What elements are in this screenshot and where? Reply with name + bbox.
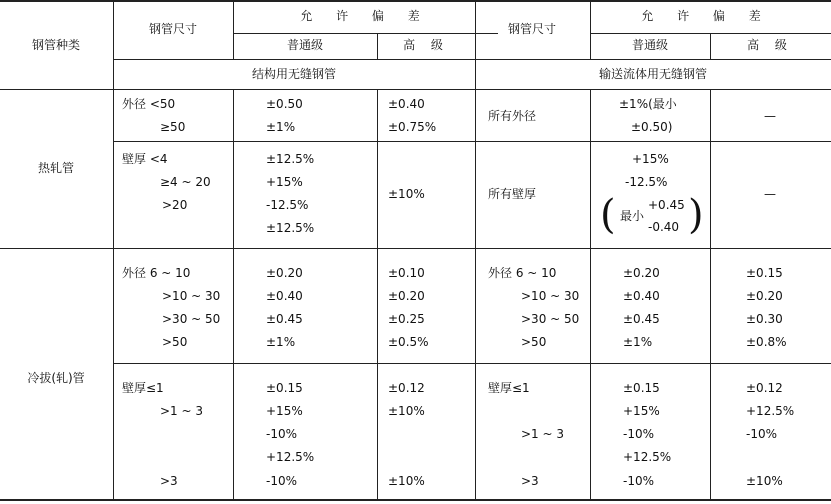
size-cell: >3 xyxy=(160,474,178,488)
high-cell: ±0.40 xyxy=(388,97,425,111)
col-divider xyxy=(590,0,591,59)
normal-cell: ±0.45 xyxy=(623,312,660,326)
normal-cell: ±12.5% xyxy=(266,221,315,235)
high-cell: ±0.12 xyxy=(746,381,783,395)
size-cell: >50 xyxy=(162,335,188,349)
size-cell: 壁厚≤1 xyxy=(122,381,164,395)
type-hot-rolled: 热轧管 xyxy=(37,161,75,175)
header-tolerance-left: 允 许 偏 差 xyxy=(300,9,430,23)
col-divider xyxy=(233,89,234,500)
normal-cell: ±0.15 xyxy=(266,381,303,395)
col-divider xyxy=(475,0,476,500)
normal-cell: -10% xyxy=(266,427,298,441)
row-divider xyxy=(113,363,831,364)
high-cell: ±10% xyxy=(388,404,425,418)
high-cell: ±0.12 xyxy=(388,381,425,395)
header-normal-left: 普通级 xyxy=(286,38,324,52)
col-divider xyxy=(377,33,378,59)
normal-cell: ±1% xyxy=(623,335,653,349)
left-paren: ( xyxy=(600,192,616,238)
normal-cell: +12.5% xyxy=(623,450,672,464)
col-divider xyxy=(113,0,114,500)
normal-cell: -12.5% xyxy=(625,175,668,189)
normal-cell: ±0.20 xyxy=(266,266,303,280)
high-cell: — xyxy=(764,187,776,201)
col-divider xyxy=(590,89,591,500)
size-cell: 壁厚≤1 xyxy=(488,381,530,395)
header-divider xyxy=(233,33,498,34)
high-cell: ±10% xyxy=(388,187,425,201)
size-cell: 所有外径 xyxy=(488,109,537,123)
header-size-left: 钢管尺寸 xyxy=(148,22,198,36)
normal-cell: -10% xyxy=(623,474,655,488)
normal-cell: -10% xyxy=(623,427,655,441)
min-upper-value: +0.45 xyxy=(648,198,685,212)
row-divider xyxy=(113,141,831,142)
size-cell: >30 ~ 50 xyxy=(162,312,221,326)
normal-cell: ±0.40 xyxy=(623,289,660,303)
high-cell: ±0.75% xyxy=(388,120,437,134)
header-high-right: 高 级 xyxy=(747,38,793,52)
size-cell: >3 xyxy=(521,474,539,488)
high-cell: ±10% xyxy=(746,474,783,488)
col-divider xyxy=(710,33,711,59)
size-cell: >20 xyxy=(162,198,188,212)
header-tolerance-right: 允 许 偏 差 xyxy=(641,9,771,23)
high-cell: ±0.10 xyxy=(388,266,425,280)
normal-cell: +12.5% xyxy=(266,450,315,464)
size-cell: ≥50 xyxy=(160,120,186,134)
table-bottom-border xyxy=(0,499,831,501)
header-size-right: 钢管尺寸 xyxy=(507,22,557,36)
normal-cell: ±0.40 xyxy=(266,289,303,303)
size-cell: >10 ~ 30 xyxy=(162,289,221,303)
normal-cell: ±1%(最小 xyxy=(619,97,677,111)
header-type: 钢管种类 xyxy=(31,38,81,52)
normal-cell: +15% xyxy=(266,175,303,189)
min-label: 最小 xyxy=(620,209,645,223)
table-top-border xyxy=(0,0,831,2)
normal-cell: ±1% xyxy=(266,120,296,134)
header-structural: 结构用无缝钢管 xyxy=(251,67,337,81)
normal-cell: ±12.5% xyxy=(266,152,315,166)
header-normal-right: 普通级 xyxy=(631,38,669,52)
normal-cell: -10% xyxy=(266,474,298,488)
high-cell: -10% xyxy=(746,427,778,441)
normal-cell: ±0.50) xyxy=(631,120,673,134)
size-cell: 外径 6 ~ 10 xyxy=(122,266,191,280)
normal-cell: ±0.50 xyxy=(266,97,303,111)
normal-cell: +15% xyxy=(266,404,303,418)
size-cell: >30 ~ 50 xyxy=(521,312,580,326)
header-bottom-border xyxy=(0,89,831,90)
size-cell: 外径 <50 xyxy=(122,97,176,111)
header-divider xyxy=(113,59,831,60)
col-divider xyxy=(377,89,378,500)
type-cold-drawn: 冷拔(轧)管 xyxy=(27,371,85,385)
header-fluid: 输送流体用无缝钢管 xyxy=(598,67,708,81)
high-cell: ±0.5% xyxy=(388,335,429,349)
normal-cell: ±0.45 xyxy=(266,312,303,326)
right-paren: ) xyxy=(688,192,704,238)
col-divider xyxy=(233,0,234,59)
size-cell: ≥4 ~ 20 xyxy=(160,175,211,189)
size-cell: 外径 6 ~ 10 xyxy=(488,266,557,280)
size-cell: 壁厚 <4 xyxy=(122,152,168,166)
normal-cell: ±0.20 xyxy=(623,266,660,280)
section-divider xyxy=(0,248,831,249)
high-cell: — xyxy=(764,109,776,123)
high-cell: ±0.15 xyxy=(746,266,783,280)
size-cell: >1 ~ 3 xyxy=(160,404,204,418)
high-cell: +12.5% xyxy=(746,404,795,418)
high-cell: ±0.8% xyxy=(746,335,787,349)
high-cell: ±0.20 xyxy=(746,289,783,303)
normal-cell: ±1% xyxy=(266,335,296,349)
size-cell: >50 xyxy=(521,335,547,349)
size-cell: >1 ~ 3 xyxy=(521,427,565,441)
high-cell: ±0.25 xyxy=(388,312,425,326)
normal-cell: ±0.15 xyxy=(623,381,660,395)
high-cell: ±0.20 xyxy=(388,289,425,303)
high-cell: ±0.30 xyxy=(746,312,783,326)
header-high-left: 高 级 xyxy=(403,38,449,52)
normal-cell: +15% xyxy=(632,152,669,166)
high-cell: ±10% xyxy=(388,474,425,488)
size-cell: 所有壁厚 xyxy=(488,187,537,201)
normal-cell: -12.5% xyxy=(266,198,309,212)
size-cell: >10 ~ 30 xyxy=(521,289,580,303)
col-divider xyxy=(710,89,711,500)
normal-cell: +15% xyxy=(623,404,660,418)
min-lower-value: -0.40 xyxy=(648,220,680,234)
